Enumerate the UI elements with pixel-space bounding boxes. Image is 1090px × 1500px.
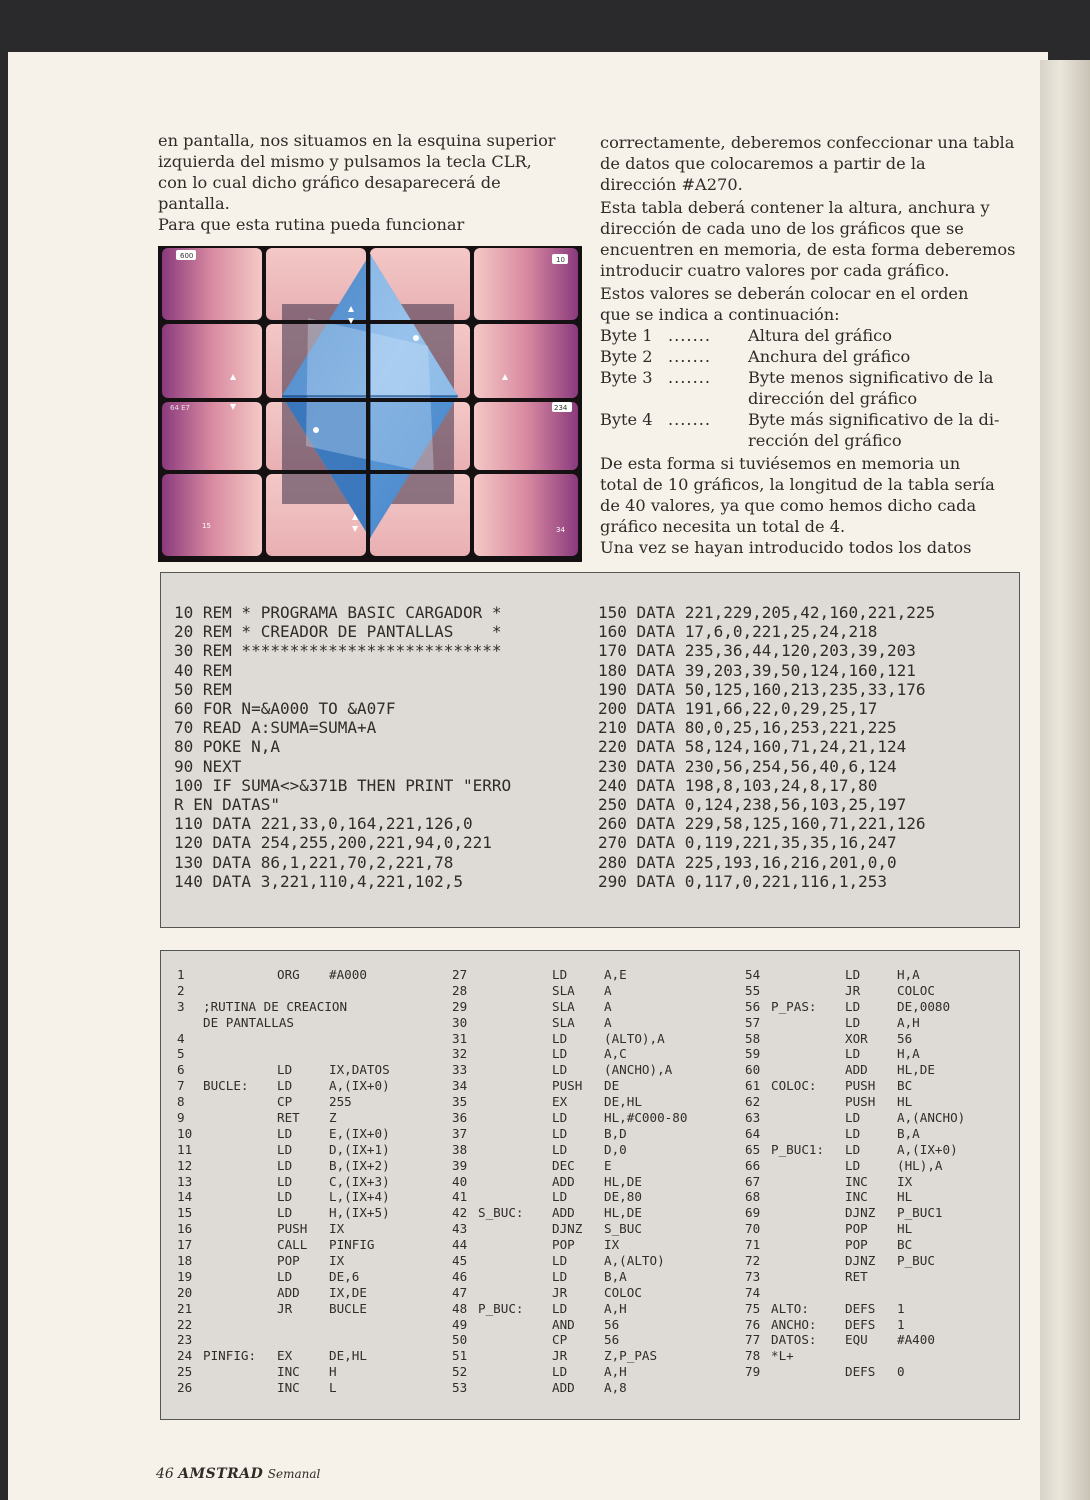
text-line: gráfico necesita un total de 4.: [600, 517, 846, 536]
byte-list-item: [600, 346, 1020, 367]
asm-line: 40 ADD HL,DE: [452, 1173, 642, 1189]
asm-line: 5: [177, 1046, 185, 1062]
magazine-subtitle: Semanal: [267, 1467, 321, 1481]
asm-line: 22: [177, 1316, 193, 1332]
text-line: Estos valores se deberán colocar en el orden: [600, 284, 969, 303]
asm-line: DE PANTALLAS: [203, 1014, 294, 1030]
asm-line: 33 LD (ANCHO),A: [452, 1062, 673, 1078]
asm-line: 70 POP HL: [745, 1221, 913, 1237]
asm-line: 25 INC H: [177, 1364, 337, 1380]
screen-photo: [158, 246, 582, 562]
asm-line: 48 P_BUC: LD A,H: [452, 1300, 627, 1316]
asm-line: 1 ORG #A000: [177, 967, 367, 982]
asm-line: 69 DJNZ P_BUC1: [745, 1205, 943, 1221]
asm-line: 26 INC L: [177, 1380, 337, 1396]
assembler-listing-box: [160, 950, 1020, 1420]
asm-line: 43 DJNZ S_BUC: [452, 1221, 642, 1237]
byte-list-item: [600, 367, 1020, 409]
asm-line: 67 INC IX: [745, 1173, 913, 1189]
next-page-edge: [1040, 60, 1090, 1500]
asm-line: 63 LD A,(ANCHO): [745, 1110, 966, 1126]
paragraph-example: [600, 453, 1020, 558]
byte-key: Byte 4: [600, 410, 653, 429]
photo-label-600: 600: [180, 252, 194, 260]
asm-line: 72 DJNZ P_BUC: [745, 1253, 935, 1269]
asm-line: 61 COLOC: PUSH BC: [745, 1078, 913, 1094]
text-line: introducir cuatro valores por cada gráfico.: [600, 261, 950, 280]
asm-line: 21 JR BUCLE: [177, 1300, 367, 1316]
photo-label-64e7: 64 E7: [170, 404, 191, 412]
text-line: en pantalla, nos situamos en la esquina superior: [158, 131, 556, 150]
text-line: con lo cual dicho gráfico desaparecerá de: [158, 173, 501, 192]
text-line: pantalla.: [158, 194, 230, 213]
asm-line: 45 LD A,(ALTO): [452, 1253, 665, 1269]
text-line: total de 10 gráficos, la longitud de la tabla sería: [600, 475, 995, 494]
byte-key: Byte 3: [600, 368, 653, 387]
asm-line: 3 ;RUTINA DE CREACION: [177, 998, 348, 1014]
asm-line: 41 LD DE,80: [452, 1189, 642, 1205]
asm-line: 2: [177, 982, 185, 998]
byte-list-item: [600, 325, 1020, 346]
asm-line: 28 SLA A: [452, 982, 612, 998]
asm-line: 58 XOR 56: [745, 1030, 913, 1046]
byte-description: Altura del gráfico: [748, 326, 892, 345]
asm-line: 17 CALL PINFIG: [177, 1237, 375, 1253]
asm-column-3: [745, 967, 1015, 1380]
asm-line: 54 LD H,A: [745, 967, 920, 982]
byte-key: Byte 2: [600, 347, 653, 366]
byte-description: Byte más significativo de la di- rección del gráfico: [748, 410, 1000, 450]
asm-line: 19 LD DE,6: [177, 1268, 360, 1284]
asm-line: 68 INC HL: [745, 1189, 913, 1205]
basic-listing-box: [160, 572, 1020, 928]
asm-line: 39 DEC E: [452, 1157, 612, 1173]
asm-line: 15 LD H,(IX+5): [177, 1205, 390, 1221]
photo-label-34: 34: [556, 526, 565, 534]
left-text-column: [158, 130, 568, 235]
asm-line: 8 CP 255: [177, 1094, 352, 1110]
byte-description: Byte menos significativo de la dirección del gráfico: [748, 368, 994, 408]
asm-line: 4: [177, 1030, 185, 1046]
asm-line: 6 LD IX,DATOS: [177, 1062, 390, 1078]
asm-line: 47 JR COLOC: [452, 1284, 642, 1300]
asm-line: 42 S_BUC: ADD HL,DE: [452, 1205, 642, 1221]
asm-line: 13 LD C,(IX+3): [177, 1173, 390, 1189]
text-line: dirección #A270.: [600, 175, 743, 194]
text-line: de datos que colocaremos a partir de la: [600, 154, 926, 173]
asm-line: 77 DATOS: EQU #A400: [745, 1332, 935, 1348]
byte-key: Byte 1: [600, 326, 653, 345]
text-line: Esta tabla deberá contener la altura, anchura y: [600, 198, 990, 217]
asm-line: 12 LD B,(IX+2): [177, 1157, 390, 1173]
paragraph-order: [600, 283, 1020, 325]
asm-column-1: [177, 967, 447, 1396]
asm-line: 30 SLA A: [452, 1014, 612, 1030]
asm-line: 76 ANCHO: DEFS 1: [745, 1316, 905, 1332]
asm-line: 73 RET: [745, 1268, 868, 1284]
text-line: que se indica a continuación:: [600, 305, 840, 324]
asm-line: 24 PINFIG: EX DE,HL: [177, 1348, 367, 1364]
text-line: Para que esta rutina pueda funcionar: [158, 215, 465, 234]
page-number: 46: [156, 1466, 174, 1482]
asm-line: 36 LD HL,#C000-80: [452, 1110, 688, 1126]
photo-label-15: 15: [202, 522, 211, 530]
right-text-column: [600, 132, 1020, 558]
basic-listing-right: 150 DATA 221,229,205,42,160,221,225 160 DATA 17,6,0,221,25,24,218 170 DATA 235,36,44,120,203,39,203 180 DATA 39,203,39,50,124,160,121 190 DATA 50,125,160,213,235,33,176 200 DATA 191,66,22,0,29,25,17 210 DATA 80,0,25,16,253,221,225 220 DATA 58,124,160,71,24,21,124 230 DATA 230,56,254,56,40,6,124 240 DATA 198,8,103,24,8,17,80 250 DATA 0,124,238,56,103,25,197 260 DATA 229,58,125,160,71,221,126 270 DATA 0,119,221,35,35,16,247 280 DATA 225,193,16,216,201,0,0 290 DATA 0,117,0,221,116,1,253: [598, 603, 936, 891]
asm-line: 44 POP IX: [452, 1237, 620, 1253]
asm-line: 65 P_BUC1: LD A,(IX+0): [745, 1141, 958, 1157]
text-line: dirección de cada uno de los gráficos que se: [600, 219, 964, 238]
asm-line: 31 LD (ALTO),A: [452, 1030, 665, 1046]
asm-line: 59 LD H,A: [745, 1046, 920, 1062]
asm-line: 16 PUSH IX: [177, 1221, 345, 1237]
asm-line: 29 SLA A: [452, 998, 612, 1014]
asm-line: 56 P_PAS: LD DE,0080: [745, 998, 951, 1014]
text-line: De esta forma si tuviésemos en memoria un: [600, 454, 961, 473]
asm-line: 37 LD B,D: [452, 1125, 627, 1141]
asm-line: 49 AND 56: [452, 1316, 620, 1332]
asm-line: 46 LD B,A: [452, 1268, 627, 1284]
asm-line: 66 LD (HL),A: [745, 1157, 943, 1173]
asm-column-2: [452, 967, 732, 1396]
text-line: izquierda del mismo y pulsamos la tecla CLR,: [158, 152, 532, 171]
screen-grid-illustration: [158, 246, 582, 562]
asm-line: 60 ADD HL,DE: [745, 1062, 935, 1078]
asm-line: 55 JR COLOC: [745, 982, 935, 998]
asm-line: 62 PUSH HL: [745, 1094, 913, 1110]
text-line: Una vez se hayan introducido todos los datos: [600, 538, 972, 557]
photo-label-10: 10: [556, 256, 565, 264]
asm-line: 32 LD A,C: [452, 1046, 627, 1062]
byte-leader-dots: .......: [668, 410, 712, 429]
asm-line: 20 ADD IX,DE: [177, 1284, 367, 1300]
page-footer: [156, 1466, 320, 1482]
asm-line: 57 LD A,H: [745, 1014, 920, 1030]
asm-line: 74: [745, 1284, 761, 1300]
byte-leader-dots: .......: [668, 368, 712, 387]
asm-line: 53 ADD A,8: [452, 1380, 627, 1396]
magazine-name: AMSTRAD: [178, 1466, 264, 1482]
asm-line: 11 LD D,(IX+1): [177, 1141, 390, 1157]
byte-list-item: [600, 409, 1020, 451]
byte-list: [600, 325, 1020, 451]
asm-line: 23: [177, 1332, 193, 1348]
asm-line: 79 DEFS 0: [745, 1364, 905, 1380]
asm-line: 64 LD B,A: [745, 1125, 920, 1141]
asm-line: 7 BUCLE: LD A,(IX+0): [177, 1078, 390, 1094]
text-line: correctamente, deberemos confeccionar una tabla: [600, 133, 1015, 152]
paragraph-table-location: [600, 132, 1020, 195]
asm-line: 35 EX DE,HL: [452, 1094, 642, 1110]
text-line: encuentren en memoria, de esta forma deberemos: [600, 240, 1016, 259]
photo-label-234: 234: [554, 404, 568, 412]
byte-leader-dots: .......: [668, 326, 712, 345]
asm-line: 50 CP 56: [452, 1332, 620, 1348]
asm-line: 18 POP IX: [177, 1253, 345, 1269]
asm-line: 34 PUSH DE: [452, 1078, 620, 1094]
asm-line: 78 *L+: [745, 1348, 794, 1364]
asm-line: 75 ALTO: DEFS 1: [745, 1300, 905, 1316]
asm-line: 38 LD D,0: [452, 1141, 627, 1157]
asm-line: 14 LD L,(IX+4): [177, 1189, 390, 1205]
asm-line: 71 POP BC: [745, 1237, 913, 1253]
paragraph-table-content: [600, 197, 1020, 281]
text-line: de 40 valores, ya que como hemos dicho cada: [600, 496, 977, 515]
basic-listing-left: 10 REM * PROGRAMA BASIC CARGADOR * 20 REM * CREADOR DE PANTALLAS * 30 REM *************************** 40 REM 50 REM 60 FOR N=&A000 TO &A07F 70 READ A:SUMA=SUMA+A 80 POKE N,A 90 NEXT 100 IF SUMA<>&371B THEN PRINT "ERRO R EN DATAS" 110 DATA 221,33,0,164,221,126,0 120 DATA 254,255,200,221,94,0,221 130 DATA 86,1,221,70,2,221,78 140 DATA 3,221,110,4,221,102,5: [174, 603, 512, 891]
byte-leader-dots: .......: [668, 347, 712, 366]
byte-description: Anchura del gráfico: [748, 347, 911, 366]
asm-line: 10 LD E,(IX+0): [177, 1125, 390, 1141]
asm-line: 27 LD A,E: [452, 967, 627, 982]
asm-line: 51 JR Z,P_PAS: [452, 1348, 658, 1364]
asm-line: 52 LD A,H: [452, 1364, 627, 1380]
asm-line: 9 RET Z: [177, 1110, 337, 1126]
